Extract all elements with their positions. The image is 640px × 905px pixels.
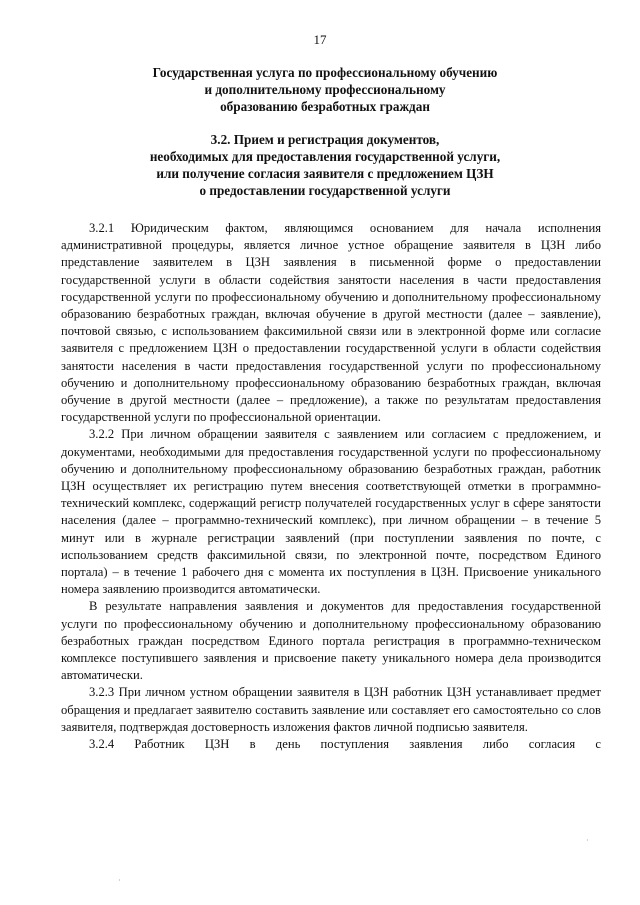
paragraph-3-2-2: 3.2.2 При личном обращении заявителя с заявлением или согласием с предложением, и документами, необходимыми для предоставления государственной услуги по профессиональному обучению и дополнительному профессиональному образованию безработных граждан, работник ЦЗН осуществляет их регистрацию путем внесения соответствующей отметки в программно-технический комплекс, содержащий регистр получателей государственных услуг в сфере занятости населения (далее – программно-технический комплекс), при личном обращении – в течение 5 минут или в журнале регистрации заявлений (при поступлении заявления по почте, с использованием средств факсимильной связи, по электронной почте, посредством Единого портала) – в течение 1 рабочего дня с момента их поступления в ЦЗН. Присвоение уникального номера заявлению производится автоматически.: [61, 427, 601, 597]
body-text: [61, 220, 601, 753]
section-heading-line: образованию безработных граждан: [220, 99, 430, 114]
subsection-heading: [90, 131, 560, 199]
subsection-heading-line: о предоставлении государственной услуги: [199, 183, 451, 198]
section-heading-line: и дополнительному профессиональному: [204, 82, 446, 97]
subsection-heading-line: необходимых для предоставления государственной услуги,: [149, 149, 501, 164]
subsection-heading-line: 3.2. Прием и регистрация документов,: [210, 132, 440, 147]
paragraph-3-2-3: 3.2.3 При личном устном обращении заявителя в ЦЗН работник ЦЗН устанавливает предмет обращения и предлагает заявителю составить заявление или составляет его самостоятельно со слов заявителя, подтверждая достоверность изложения фактов личной подписью заявителя.: [61, 685, 601, 734]
scan-speck: ·: [118, 876, 121, 885]
subsection-heading-line: или получение согласия заявителя с предложением ЦЗН: [156, 166, 494, 181]
paragraph-3-2-4: 3.2.4 Работник ЦЗН в день поступления заявления либо согласия с: [89, 737, 601, 752]
scan-speck: ·: [586, 836, 589, 845]
paragraph-portal-registration: В результате направления заявления и документов для предоставления государственной услуги по профессиональному обучению и дополнительному профессиональному образованию безработных граждан посредством Единого портала регистрация в программно-техническом комплексе поступившего заявления и присвоение пакету уникального номера дела производится автоматически.: [61, 599, 601, 683]
paragraph-3-2-1: 3.2.1 Юридическим фактом, являющимся основанием для начала исполнения административной процедуры, является личное устное обращение заявителя в ЦЗН либо представление заявителем в ЦЗН заявления в письменной форме о предоставлении государственной услуги в области содействия занятости населения в части предоставления государственной услуги по профессиональному обучению и дополнительному профессиональному образованию безработных граждан, включая обучение в другой местности (далее – заявление), почтовой связью, с использованием факсимильной связи или в электронной форме или согласие заявителя с предложением ЦЗН о предоставлении государственной услуги в области содействия занятости населения в части предоставления государственной услуги по профессиональному обучению и дополнительному профессиональному образованию безработных граждан, включая обучение в другой местности (далее – предложение), а также по результатам предоставления государственной услуги по профессиональной ориентации.: [61, 221, 601, 425]
section-heading: [90, 64, 560, 115]
section-heading-line: Государственная услуга по профессиональному обучению: [152, 65, 498, 80]
page-number: 17: [313, 32, 327, 47]
